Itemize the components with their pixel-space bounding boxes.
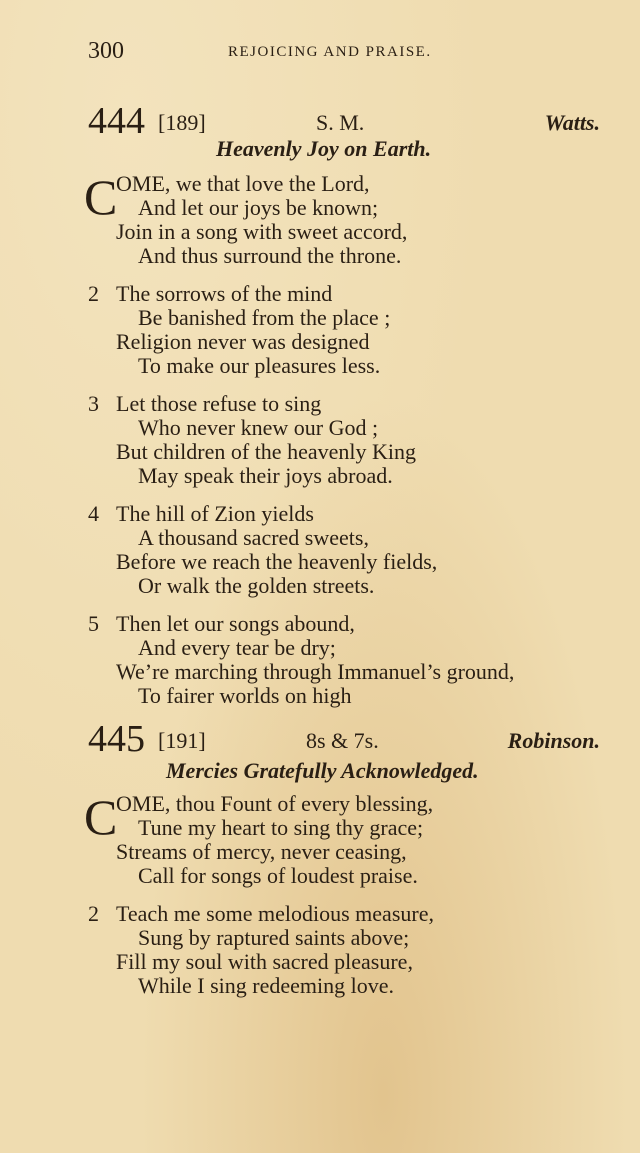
verse-line: 2 Teach me some melodious measure, bbox=[88, 901, 434, 926]
verse-line: 5 Then let our songs abound, bbox=[88, 611, 355, 636]
stanza bbox=[88, 612, 608, 708]
verse-line: To make our pleasures less. bbox=[138, 353, 381, 378]
drop-cap: C bbox=[84, 169, 118, 225]
stanza bbox=[88, 902, 608, 998]
verse-line: Join in a song with sweet accord, bbox=[116, 219, 408, 244]
verse-line: And every tear be dry; bbox=[138, 635, 336, 660]
stanza bbox=[88, 392, 608, 488]
hymn-title: Heavenly Joy on Earth. bbox=[216, 136, 432, 161]
verse-line: 2 The sorrows of the mind bbox=[88, 281, 333, 306]
verse-number: 2 bbox=[88, 901, 99, 926]
verse-line: Streams of mercy, never ceasing, bbox=[116, 839, 407, 864]
verse-number: 2 bbox=[88, 281, 99, 306]
hymn-header bbox=[88, 718, 600, 758]
verse-line: To fairer worlds on high bbox=[138, 683, 352, 708]
verse-text: OME, we that love the Lord, bbox=[116, 171, 370, 196]
verse-line: And let our joys be known; bbox=[138, 195, 379, 220]
hymn-header bbox=[88, 100, 600, 140]
verse-number: 4 bbox=[88, 501, 99, 526]
verse-line: Or walk the golden streets. bbox=[138, 573, 375, 598]
verse-line: Sung by raptured saints above; bbox=[138, 925, 410, 950]
hymn-title: Mercies Gratefully Acknowledged. bbox=[166, 758, 479, 783]
verse-line: But children of the heavenly King bbox=[116, 439, 416, 464]
hymn-reference: [191] bbox=[158, 728, 206, 753]
stanza bbox=[88, 502, 608, 598]
drop-cap: C bbox=[84, 789, 118, 845]
running-title: REJOICING AND PRAISE. bbox=[228, 44, 432, 60]
verse-line: And thus surround the throne. bbox=[138, 243, 402, 268]
hymn-reference: [189] bbox=[158, 110, 206, 135]
verse-text: OME, thou Fount of every blessing, bbox=[116, 791, 434, 816]
stanza bbox=[84, 789, 608, 888]
hymn-author: Robinson. bbox=[507, 728, 600, 753]
verse-line: Religion never was designed bbox=[116, 329, 370, 354]
hymn-number: 445 bbox=[88, 718, 145, 760]
hymn-author: Watts. bbox=[544, 110, 600, 135]
verse-line: Call for songs of loudest praise. bbox=[138, 863, 418, 888]
verse-line: We’re marching through Immanuel’s ground, bbox=[116, 659, 515, 684]
stanza bbox=[84, 169, 608, 268]
hymn-meter: 8s & 7s. bbox=[306, 728, 379, 753]
verse-number: 5 bbox=[88, 611, 99, 636]
hymn-number: 444 bbox=[88, 100, 145, 142]
running-head bbox=[88, 38, 608, 68]
verse-line: A thousand sacred sweets, bbox=[138, 525, 369, 550]
verse-line: Tune my heart to sing thy grace; bbox=[138, 815, 424, 840]
verse-line: 4 The hill of Zion yields bbox=[88, 501, 314, 526]
verse-line: 3 Let those refuse to sing bbox=[88, 391, 322, 416]
verse-line: While I sing redeeming love. bbox=[138, 973, 394, 998]
verse-line: May speak their joys abroad. bbox=[138, 463, 393, 488]
verse-line: Before we reach the heavenly fields, bbox=[116, 549, 438, 574]
verse-number: 3 bbox=[88, 391, 99, 416]
verse-line: Be banished from the place ; bbox=[138, 305, 391, 330]
page-number: 300 bbox=[88, 38, 124, 64]
verse-line: Fill my soul with sacred pleasure, bbox=[116, 949, 413, 974]
verse-line: Who never knew our God ; bbox=[138, 415, 379, 440]
stanza bbox=[88, 282, 608, 378]
hymn-meter: S. M. bbox=[316, 110, 365, 135]
